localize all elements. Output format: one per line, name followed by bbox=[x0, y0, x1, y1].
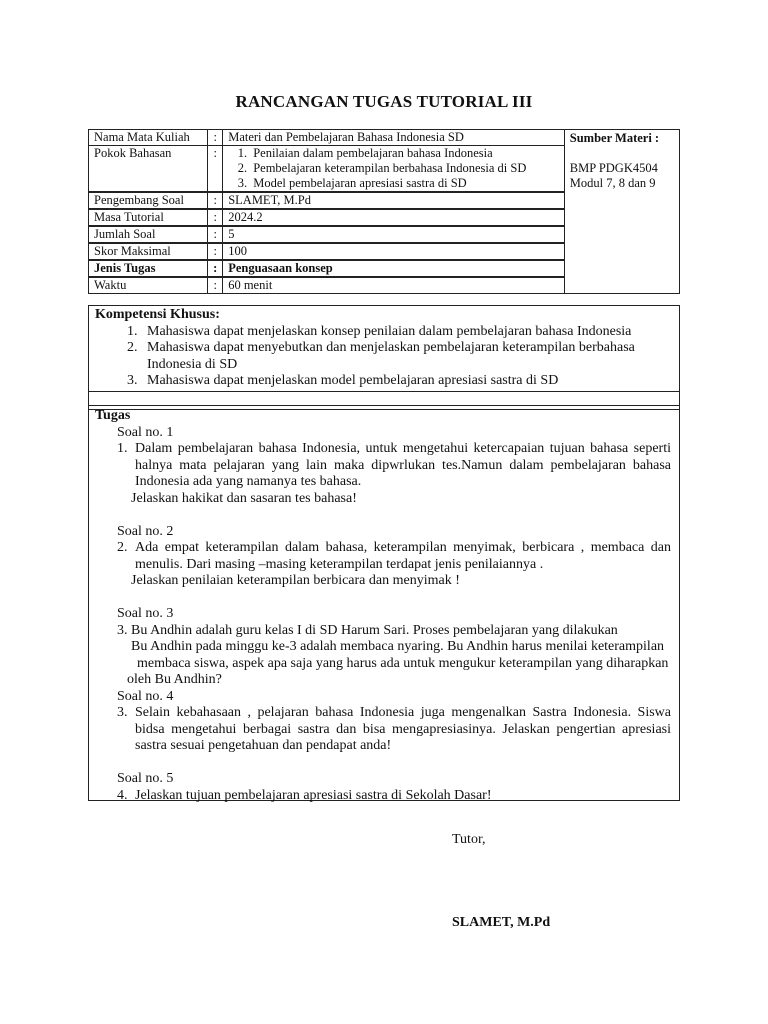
soal-3-line-2: Bu Andhin pada minggu ke-3 adalah membaca nyaring. Bu Andhin harus menilai keterampilan bbox=[131, 639, 665, 654]
tutor-label: Tutor, bbox=[452, 832, 486, 847]
soal-1-number: 1. bbox=[117, 441, 128, 456]
list-item: 3. Model pembelajaran apresiasi sastra di SD bbox=[250, 176, 559, 191]
label-masa-tutorial: Masa Tutorial bbox=[89, 209, 208, 226]
soal-2-number: 2. bbox=[117, 540, 128, 555]
soal-3-line-4: oleh Bu Andhin? bbox=[127, 672, 222, 687]
colon: : bbox=[208, 146, 223, 193]
soal-3-line-1: 3. Bu Andhin adalah guru kelas I di SD Harum Sari. Proses pembelajaran yang dilakukan bbox=[117, 622, 618, 638]
pokok-bahasan-list bbox=[228, 146, 559, 191]
colon: : bbox=[208, 209, 223, 226]
tugas-heading: Tugas bbox=[95, 408, 131, 423]
soal-5 bbox=[89, 788, 679, 805]
soal-1 bbox=[89, 441, 679, 491]
label-jumlah-soal: Jumlah Soal bbox=[89, 226, 208, 243]
value-nama-mata-kuliah: Materi dan Pembelajaran Bahasa Indonesia SD bbox=[223, 130, 565, 146]
soal-4 bbox=[89, 705, 679, 755]
soal-1-label: Soal no. 1 bbox=[117, 424, 174, 440]
soal-3-line-3: membaca siswa, aspek apa saja yang harus ada untuk mengukur keterampilan yang diharapkan bbox=[137, 655, 669, 671]
tugas-box bbox=[88, 405, 680, 801]
soal-2-text: Ada empat keterampilan dalam bahasa, keterampilan menyimak, berbicara , membaca dan menulis. Dari masing –masing keterampilan terdapat jenis penilaiannya . bbox=[135, 540, 671, 572]
soal-4-text: Selain kebahasaan , pelajaran bahasa Indonesia juga mengenalkan Sastra Indonesia. Siswa bidsa mengetahui berbagai sastra dan bisa mengapresiasinya. Jelaskan pengertian apresiasi sastra sesuai pengetahuan dan pendapat anda! bbox=[135, 705, 671, 753]
value-skor-maksimal: 100 bbox=[223, 243, 565, 260]
soal-1-text: Dalam pembelajaran bahasa Indonesia, untuk mengetahui ketercapaian tujuan bahasa seperti halnya mata pelajaran yang lain maka dipwrlukan tes.Namun dalam pembelajaran bahasa Indonesia ada yang namanya tes bahasa. bbox=[135, 441, 671, 489]
tutor-signature-name: SLAMET, M.Pd bbox=[452, 915, 551, 930]
soal-2-ask: Jelaskan penilaian keterampilan berbicara dan menyimak ! bbox=[131, 573, 460, 588]
kompetensi-list bbox=[95, 324, 673, 390]
label-pengembang-soal: Pengembang Soal bbox=[89, 192, 208, 209]
soal-3-label: Soal no. 3 bbox=[117, 606, 174, 621]
soal-3 bbox=[89, 623, 679, 689]
soal-1-ask: Jelaskan hakikat dan sasaran tes bahasa! bbox=[131, 490, 357, 506]
soal-2 bbox=[89, 540, 679, 573]
row-nama-mata-kuliah bbox=[89, 130, 680, 146]
label-pokok-bahasan: Pokok Bahasan bbox=[89, 146, 208, 193]
sumber-materi-bmp: BMP PDGK4504 bbox=[569, 161, 658, 175]
value-waktu: 60 menit bbox=[223, 277, 565, 294]
soal-4-label: Soal no. 4 bbox=[117, 688, 174, 704]
list-item: 2. Pembelajaran keterampilan berbahasa Indonesia di SD bbox=[250, 161, 559, 176]
sumber-materi-cell bbox=[564, 130, 679, 294]
value-masa-tutorial: 2024.2 bbox=[223, 209, 565, 226]
kompetensi-heading: Kompetensi Khusus: bbox=[95, 307, 220, 322]
colon: : bbox=[208, 226, 223, 243]
list-item: 1. Penilaian dalam pembelajaran bahasa Indonesia bbox=[250, 146, 559, 161]
label-skor-maksimal: Skor Maksimal bbox=[89, 243, 208, 260]
soal-5-number: 4. bbox=[117, 787, 128, 803]
label-jenis-tugas: Jenis Tugas bbox=[89, 260, 208, 277]
value-pengembang-soal: SLAMET, M.Pd bbox=[223, 192, 565, 209]
soal-2-label: Soal no. 2 bbox=[117, 523, 174, 539]
label-nama-mata-kuliah: Nama Mata Kuliah bbox=[89, 130, 208, 146]
colon: : bbox=[208, 260, 223, 277]
colon: : bbox=[208, 192, 223, 209]
colon: : bbox=[208, 243, 223, 260]
list-item: 2. Mahasiswa dapat menyebutkan dan menjelaskan pembelajaran keterampilan berbahasa Indonesia di SD bbox=[141, 340, 673, 373]
label-waktu: Waktu bbox=[89, 277, 208, 294]
soal-4-number: 3. bbox=[117, 705, 128, 720]
soal-5-label: Soal no. 5 bbox=[117, 771, 174, 786]
colon: : bbox=[208, 130, 223, 146]
value-jumlah-soal: 5 bbox=[223, 226, 565, 243]
sumber-materi-modul: Modul 7, 8 dan 9 bbox=[569, 176, 656, 190]
course-info-table bbox=[88, 129, 680, 294]
colon: : bbox=[208, 277, 223, 294]
kompetensi-cell bbox=[89, 306, 680, 392]
value-jenis-tugas: Penguasaan konsep bbox=[223, 260, 565, 277]
list-item: 3. Mahasiswa dapat menjelaskan model pembelajaran apresiasi sastra di SD bbox=[141, 373, 673, 390]
soal-5-text: Jelaskan tujuan pembelajaran apresiasi sastra di Sekolah Dasar! bbox=[135, 787, 492, 803]
kompetensi-khusus-box bbox=[88, 305, 680, 410]
list-item: 1. Mahasiswa dapat menjelaskan konsep penilaian dalam pembelajaran bahasa Indonesia bbox=[141, 324, 673, 341]
value-pokok-bahasan bbox=[223, 146, 565, 193]
page-title: RANCANGAN TUGAS TUTORIAL III bbox=[235, 92, 533, 111]
sumber-materi-title: Sumber Materi : bbox=[569, 131, 660, 145]
